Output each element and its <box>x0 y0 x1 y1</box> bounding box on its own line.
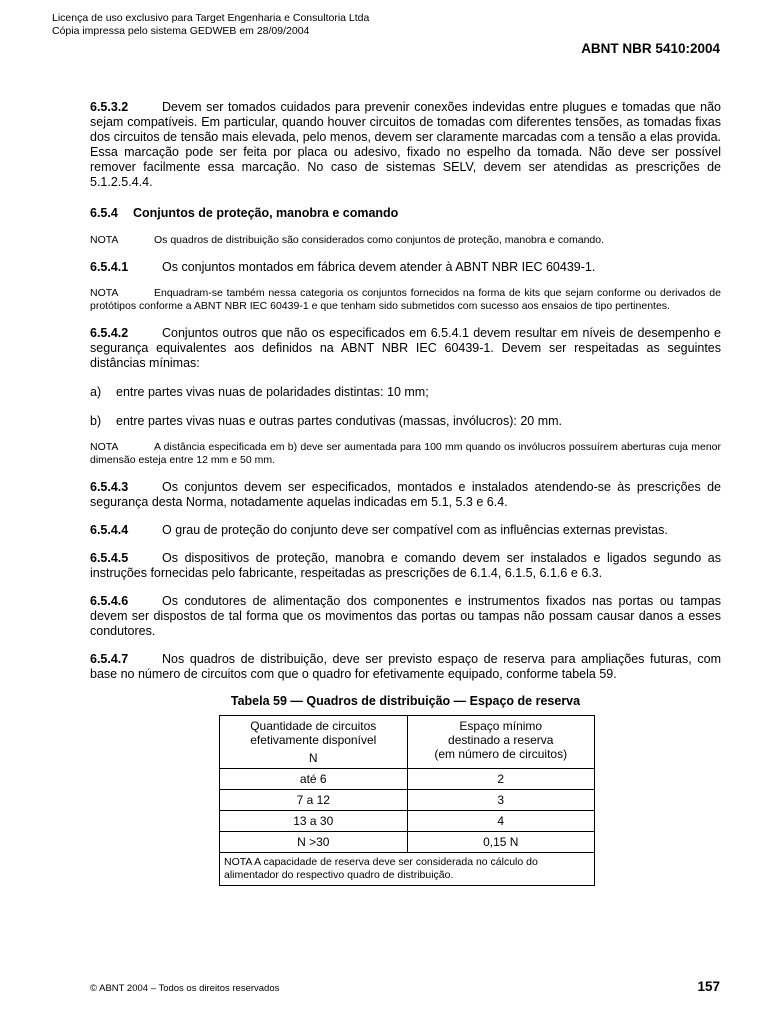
header-text: efetivamente disponível <box>250 733 377 747</box>
standard-code: ABNT NBR 5410:2004 <box>581 41 720 56</box>
section-number: 6.5.4.2 <box>90 326 129 340</box>
cell-reserve: 3 <box>407 790 595 811</box>
section-number: 6.5.4 <box>90 206 118 220</box>
section-6-5-4-3 <box>90 480 721 510</box>
table-row <box>220 811 595 832</box>
section-text: Os dispositivos de proteção, manobra e comando devem ser instalados e ligados segundo as instruções fornecidas pelo fabricante, respeitadas as prescrições de 6.1.4, 6.1.5, 6.1.6 e 6.3. <box>90 551 721 580</box>
cell-quantity: 7 a 12 <box>220 790 408 811</box>
note-label: NOTA <box>90 287 119 299</box>
license-line-2: Cópia impressa pelo sistema GEDWEB em 28/09/2004 <box>52 25 310 37</box>
section-6-5-4-2 <box>90 326 721 371</box>
item-text: entre partes vivas nuas e outras partes condutivas (massas, invólucros): 20 mm. <box>116 414 563 428</box>
section-number: 6.5.3.2 <box>90 100 129 114</box>
section-6-5-4-5 <box>90 551 721 581</box>
section-6-5-4-1 <box>90 260 721 275</box>
section-text: O grau de proteção do conjunto deve ser compatível com as influências externas previstas. <box>162 523 668 537</box>
section-6-5-4-6 <box>90 594 721 639</box>
header-text: destinado a reserva <box>448 733 554 747</box>
note-label: NOTA <box>90 441 119 453</box>
license-line-1: Licença de uso exclusivo para Target Engenharia e Consultoria Ltda <box>52 12 370 24</box>
section-number: 6.5.4.4 <box>90 523 129 537</box>
section-number: 6.5.4.3 <box>90 480 129 494</box>
section-number: 6.5.4.5 <box>90 551 129 565</box>
document-body <box>90 100 721 886</box>
header-text: Espaço mínimo <box>459 719 543 733</box>
header-cell-reserve <box>407 716 595 769</box>
section-text: Conjuntos outros que não os especificados em 6.5.4.1 devem resultar em níveis de desempenho e segurança equivalentes aos definidos na ABNT NBR IEC 60439-1. Devem ser respeitadas as seguintes distâncias mínimas: <box>90 326 721 370</box>
section-6-5-4-7 <box>90 652 721 682</box>
page-number: 157 <box>697 979 720 994</box>
cell-quantity: até 6 <box>220 769 408 790</box>
item-label: a) <box>90 385 102 399</box>
header-text: N <box>308 751 318 765</box>
item-text: entre partes vivas nuas de polaridades distintas: 10 mm; <box>116 385 429 399</box>
note-text: A distância especificada em b) deve ser aumentada para 100 mm quando os invólucros possuírem aberturas cuja menor dimensão esteja entre 12 mm e 50 mm. <box>90 441 721 466</box>
cell-reserve: 4 <box>407 811 595 832</box>
note-text: Enquadram-se também nessa categoria os conjuntos fornecidos na forma de kits que sejam conforme ou derivados de protótipos conforme a ABNT NBR IEC 60439-1 e que tenham sido submetidos com sucesso aos ensaios de tipo pertinentes. <box>90 287 721 312</box>
section-number: 6.5.4.6 <box>90 594 129 608</box>
header-cell-quantity <box>220 716 408 769</box>
section-text: Devem ser tomados cuidados para prevenir conexões indevidas entre plugues e tomadas que não sejam compatíveis. Em particular, quando houver circuitos de tomadas com diferentes tensões, as tomadas fixas dos circuitos de tensão mais elevada, pelo menos, devem ser claramente marcadas com a tensão a elas provida. Essa marcação pode ser feita por placa ou adesivo, fixado no espelho da tomada. Não deve ser possível remover facilmente essa marcação. No caso de sistemas SELV, devem ser atendidas as prescrições de 5.1.2.5.4.4. <box>90 100 721 189</box>
table-title: Tabela 59 — Quadros de distribuição — Espaço de reserva <box>230 694 581 708</box>
note-1 <box>90 234 721 247</box>
section-number: 6.5.4.7 <box>90 652 129 666</box>
note-3 <box>90 441 721 467</box>
cell-quantity: 13 a 30 <box>220 811 408 832</box>
section-text: Os conjuntos devem ser especificados, montados e instalados atendendo-se às prescrições de segurança desta Norma, notadamente aquelas indicadas em 5.1, 5.3 e 6.4. <box>90 480 721 509</box>
section-title: Conjuntos de proteção, manobra e comando <box>133 206 399 220</box>
table-note: NOTA A capacidade de reserva deve ser considerada no cálculo do alimentador do respectivo quadro de distribuição. <box>220 853 595 886</box>
note-2 <box>90 287 721 313</box>
section-6-5-3-2 <box>90 100 721 190</box>
section-6-5-4-4 <box>90 523 721 538</box>
cell-reserve: 0,15 N <box>407 832 595 853</box>
section-number: 6.5.4.1 <box>90 260 129 274</box>
table-header-row <box>220 716 595 769</box>
reserve-table <box>219 715 595 886</box>
header-text: Quantidade de circuitos <box>250 719 377 733</box>
license-header <box>52 12 369 38</box>
note-label: NOTA <box>90 234 119 246</box>
section-text: Nos quadros de distribuição, deve ser previsto espaço de reserva para ampliações futuras, com base no número de circuitos com que o quadro for efetivamente equipado, conforme tabela 59. <box>90 652 721 681</box>
table-row <box>220 832 595 853</box>
list-item-a <box>90 385 721 400</box>
section-6-5-4-heading <box>90 206 721 221</box>
table-row <box>220 790 595 811</box>
list-item-b <box>90 414 721 429</box>
header-text: (em número de circuitos) <box>434 747 568 761</box>
section-text: Os condutores de alimentação dos componentes e instrumentos fixados nas portas ou tampas devem ser dispostos de tal forma que os movimentos das portas ou tampas não possam causar danos a esses condutores. <box>90 594 721 638</box>
cell-quantity: N >30 <box>220 832 408 853</box>
footer-copyright: © ABNT 2004 – Todos os direitos reservados <box>90 983 280 994</box>
table-row <box>220 769 595 790</box>
item-label: b) <box>90 414 102 428</box>
note-text: Os quadros de distribuição são considerados como conjuntos de proteção, manobra e comando. <box>154 234 605 246</box>
section-text: Os conjuntos montados em fábrica devem atender à ABNT NBR IEC 60439-1. <box>162 260 596 274</box>
table-note-row <box>220 853 595 886</box>
cell-reserve: 2 <box>407 769 595 790</box>
